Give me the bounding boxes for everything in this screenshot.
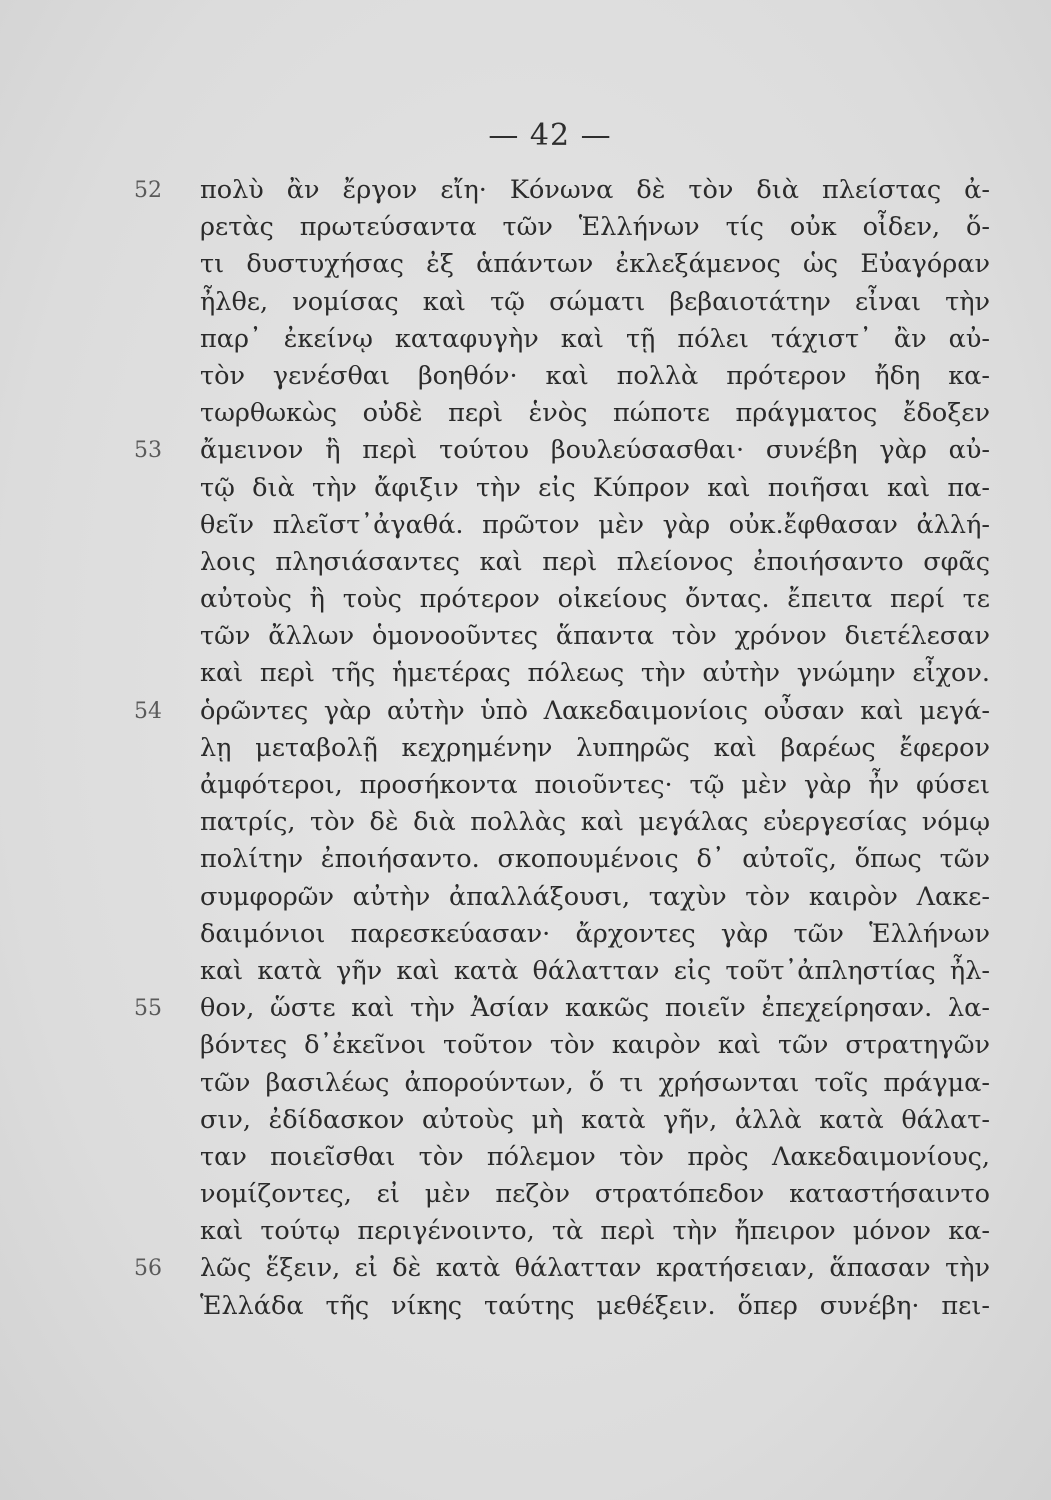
line-text: λοις πλησιάσαντες καὶ περὶ πλείονος ἐποιήσαντο σφᾶς <box>200 546 990 577</box>
text-line <box>200 321 990 358</box>
text-line <box>134 1250 990 1287</box>
text-line <box>200 581 990 618</box>
text-line <box>200 1102 990 1139</box>
text-line <box>200 1213 990 1250</box>
text-line <box>200 953 990 990</box>
line-text: ταν ποιεῖσθαι τὸν πόλεμον τὸν πρὸς Λακεδαιμονίους, <box>200 1141 990 1172</box>
line-text: καὶ κατὰ γῆν καὶ κατὰ θάλατταν εἰς τοῦτ᾽ἀπληστίας ἦλ- <box>200 955 990 986</box>
text-line <box>200 916 990 953</box>
text-line <box>200 655 990 692</box>
section-number: 55 <box>134 996 162 1022</box>
line-text: τι δυστυχήσας ἐξ ἁπάντων ἐκλεξάμενος ὡς Εὐαγόραν <box>200 249 990 280</box>
line-text: τῶν βασιλέως ἀπορούντων, ὅ τι χρήσωνται τοῖς πράγμα- <box>200 1067 990 1098</box>
text-line <box>200 470 990 507</box>
line-text: βόντες δ᾽ἐκεῖνοι τοῦτον τὸν καιρὸν καὶ τῶν στρατηγῶν <box>200 1030 990 1061</box>
text-line <box>200 1027 990 1064</box>
text-line <box>200 730 990 767</box>
text-line <box>200 841 990 878</box>
line-text: τῷ διὰ τὴν ἄφιξιν τὴν εἰς Κύπρον καὶ ποιῆσαι καὶ πα- <box>200 472 990 503</box>
line-text: ἀμφότεροι, προσήκοντα ποιοῦντες· τῷ μὲν γὰρ ἦν φύσει <box>200 770 990 800</box>
line-text: καὶ τούτῳ περιγένοιντο, τὰ περὶ τὴν ἤπειρον μόνον κα- <box>200 1216 990 1247</box>
text-line <box>200 395 990 432</box>
section-number: 54 <box>134 698 162 724</box>
line-text: δαιμόνιοι παρεσκεύασαν· ἄρχοντες γὰρ τῶν Ἑλλήνων <box>200 918 990 949</box>
text-line <box>134 693 990 730</box>
line-text: θεῖν πλεῖστ᾽ἀγαθά. πρῶτον μὲν γὰρ οὐκ.ἔφθασαν ἀλλή- <box>200 509 990 540</box>
line-text: ἄμεινον ἢ περὶ τούτου βουλεύσασθαι· συνέβη γὰρ αὐ- <box>200 435 990 466</box>
line-text: συμφορῶν αὐτὴν ἀπαλλάξουσι, ταχὺν τὸν καιρὸν Λακε- <box>200 881 990 912</box>
line-text: τῶν ἄλλων ὁμονοοῦντες ἅπαντα τὸν χρόνον διετέλεσαν <box>200 621 990 652</box>
text-line <box>200 358 990 395</box>
section-number: 53 <box>134 438 162 464</box>
text-line <box>200 544 990 581</box>
text-line <box>134 172 990 209</box>
text-line <box>200 1288 990 1325</box>
text-line <box>200 507 990 544</box>
text-line <box>200 1065 990 1102</box>
line-text: αὐτοὺς ἢ τοὺς πρότερον οἰκείους ὄντας. ἔπειτα περί τε <box>200 584 990 615</box>
line-text: νομίζοντες, εἰ μὲν πεζὸν στρατόπεδον καταστήσαιντο <box>200 1179 990 1210</box>
line-text: καὶ περὶ τῆς ἡμετέρας πόλεως τὴν αὐτὴν γνώμην εἶχον. <box>200 658 990 689</box>
line-text: τωρθωκὼς οὐδὲ περὶ ἑνὸς πώποτε πράγματος ἔδοξεν <box>200 398 990 429</box>
line-text: λῃ μεταβολῇ κεχρημένην λυπηρῶς καὶ βαρέως ἔφερον <box>200 732 990 763</box>
text-line <box>200 879 990 916</box>
line-text: πατρίς, τὸν δὲ διὰ πολλὰς καὶ μεγάλας εὐεργεσίας νόμῳ <box>200 807 990 838</box>
line-text: σιν, ἐδίδασκον αὐτοὺς μὴ κατὰ γῆν, ἀλλὰ κατὰ θάλατ- <box>200 1104 990 1135</box>
line-text: Ἑλλάδα τῆς νίκης ταύτης μεθέξειν. ὅπερ συνέβη· πει- <box>200 1290 990 1321</box>
line-text: πολὺ ἂν ἔργον εἴη· Κόνωνα δὲ τὸν διὰ πλείστας ἀ- <box>200 175 990 205</box>
line-text: παρ᾽ ἐκείνῳ καταφυγὴν καὶ τῇ πόλει τάχιστ᾽ ἂν αὐ- <box>200 323 990 354</box>
text-line <box>200 284 990 321</box>
text-line <box>200 804 990 841</box>
line-text: ἦλθε, νομίσας καὶ τῷ σώματι βεβαιοτάτην εἶναι τὴν <box>200 286 990 317</box>
line-text: τὸν γενέσθαι βοηθόν· καὶ πολλὰ πρότερον ἤδη κα- <box>200 360 990 391</box>
text-line <box>200 767 990 804</box>
line-text: λῶς ἕξειν, εἰ δὲ κατὰ θάλατταν κρατήσειαν, ἅπασαν τὴν <box>200 1253 990 1284</box>
text-line <box>200 618 990 655</box>
text-line <box>200 209 990 246</box>
line-text: ρετὰς πρωτεύσαντα τῶν Ἑλλήνων τίς οὐκ οἶδεν, ὅ- <box>200 212 990 243</box>
line-text: πολίτην ἐποιήσαντο. σκοπουμένοις δ᾽ αὐτοῖς, ὅπως τῶν <box>200 844 990 875</box>
section-number: 52 <box>134 178 162 203</box>
section-number: 56 <box>134 1256 162 1282</box>
text-line <box>200 246 990 283</box>
text-line <box>134 432 990 469</box>
line-text: ὁρῶντες γὰρ αὐτὴν ὑπὸ Λακεδαιμονίοις οὖσαν καὶ μεγά- <box>200 695 990 726</box>
text-line <box>134 990 990 1027</box>
greek-text-block <box>134 172 990 1325</box>
line-text: θον, ὥστε καὶ τὴν Ἀσίαν κακῶς ποιεῖν ἐπεχείρησαν. λα- <box>200 993 990 1024</box>
text-line <box>200 1139 990 1176</box>
page-number: — 42 — <box>488 118 612 153</box>
text-line <box>200 1176 990 1213</box>
